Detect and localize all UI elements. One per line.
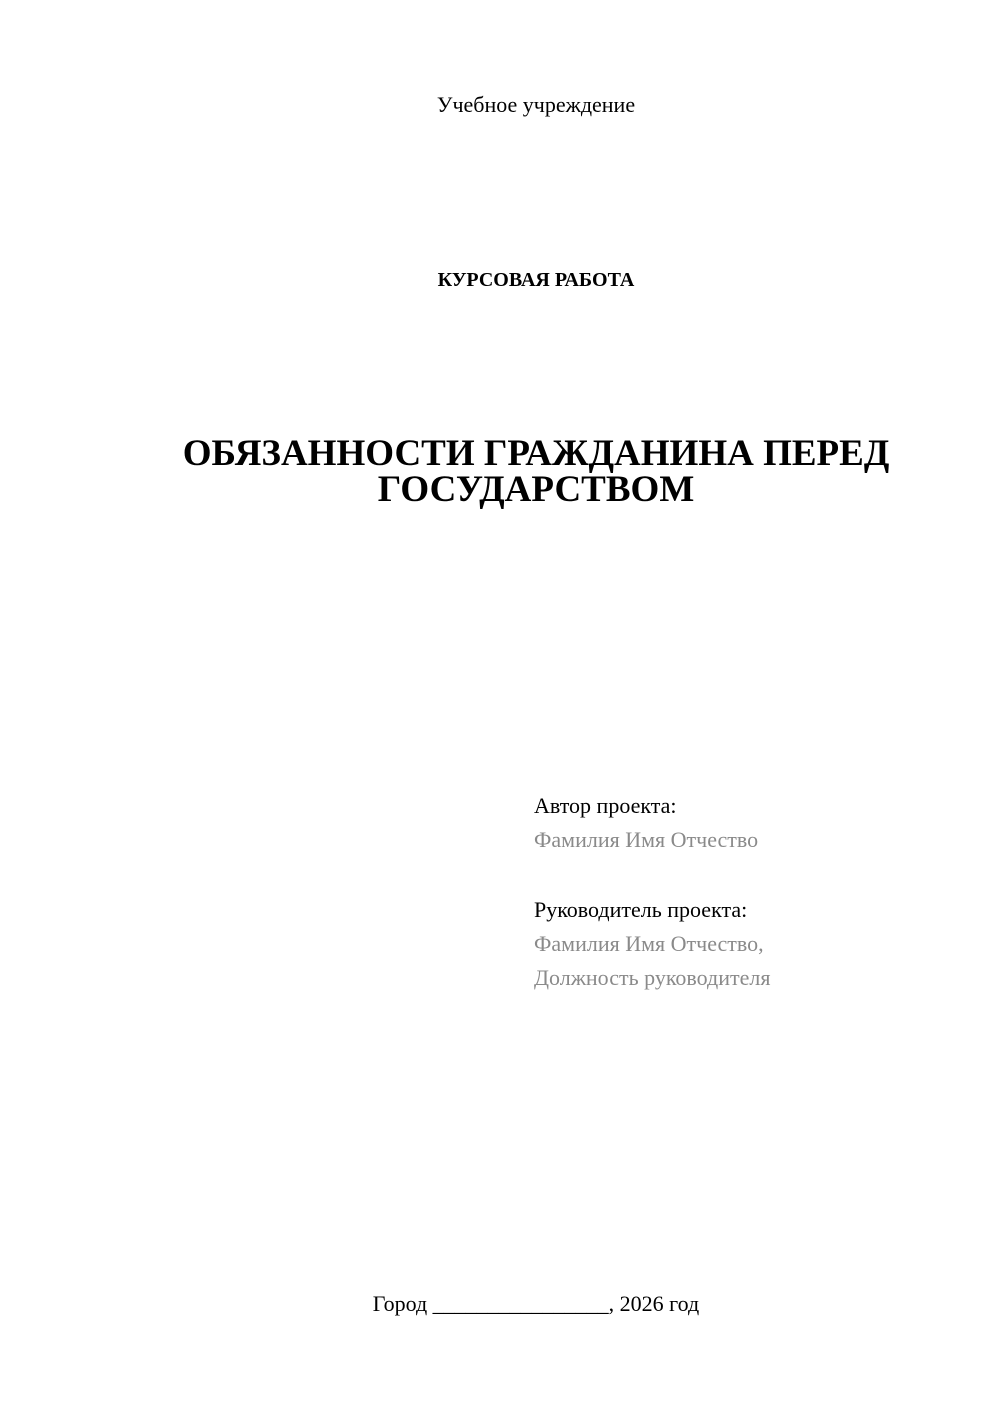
author-label: Автор проекта: bbox=[534, 793, 677, 818]
supervisor-label: Руководитель проекта: bbox=[534, 897, 748, 922]
document-title-line-2: ГОСУДАРСТВОМ bbox=[377, 469, 695, 510]
institution-name: Учебное учреждение bbox=[436, 92, 636, 117]
spacer bbox=[534, 857, 954, 893]
city-year-line: Город ________________, 2026 год bbox=[372, 1291, 700, 1316]
author-name: Фамилия Имя Отчество bbox=[534, 827, 759, 852]
document-title bbox=[120, 433, 952, 510]
project-info bbox=[534, 789, 954, 995]
supervisor-position: Должность руководителя bbox=[534, 965, 771, 990]
work-type-heading: КУРСОВАЯ РАБОТА bbox=[437, 269, 635, 291]
supervisor-name: Фамилия Имя Отчество, bbox=[534, 931, 764, 956]
document-title-line-1: ОБЯЗАННОСТИ ГРАЖДАНИНА ПЕРЕД bbox=[182, 433, 890, 474]
